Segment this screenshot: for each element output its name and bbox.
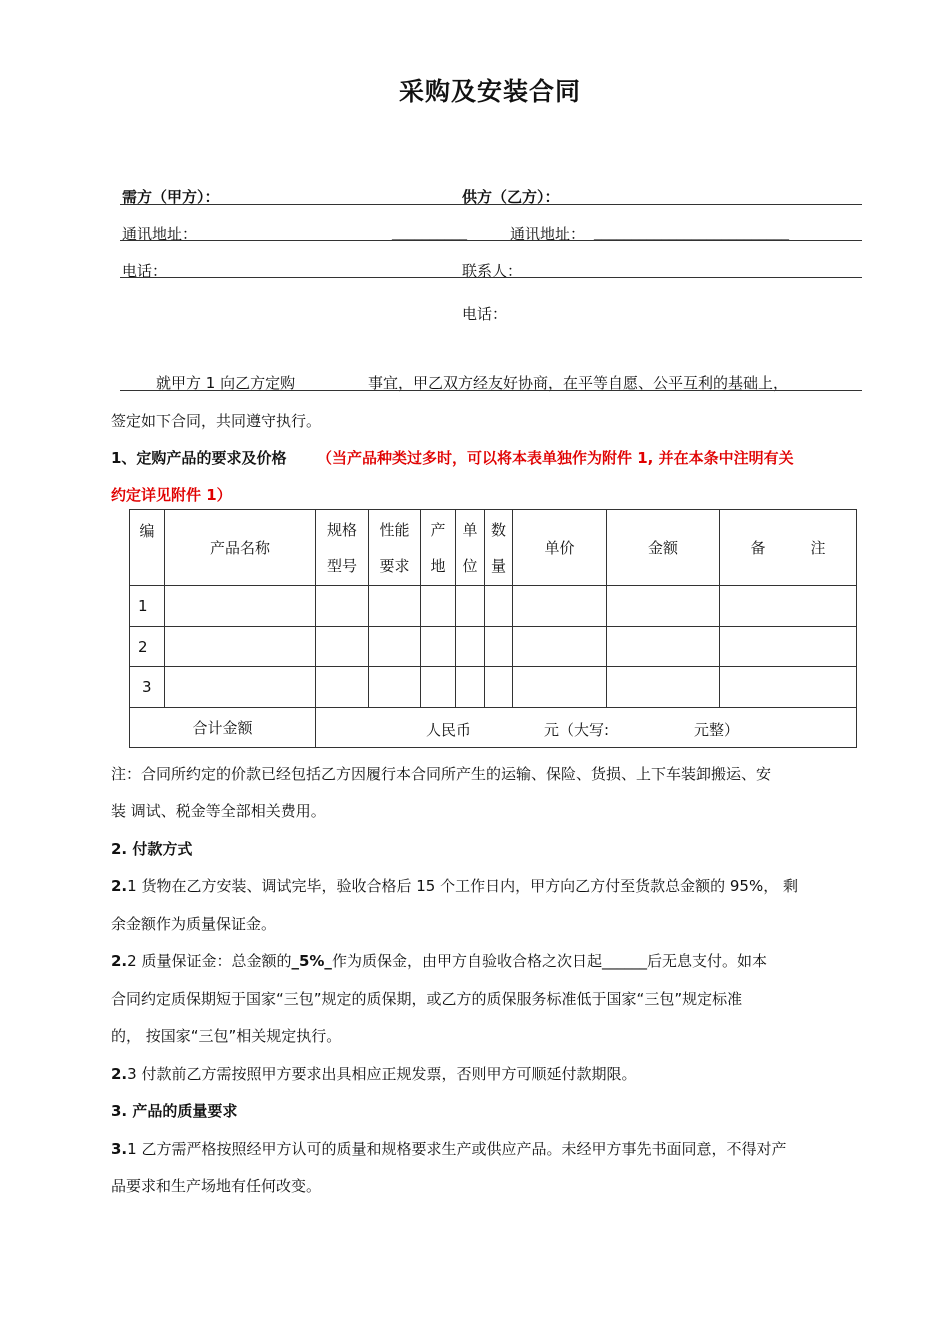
header-origin: 产 地	[421, 510, 456, 586]
buyer-label: 需方（甲方）：	[122, 188, 220, 206]
header-performance: 性能 要求	[369, 510, 421, 586]
seller-phone-label: 电话：	[462, 305, 508, 323]
section3-p1-line1: 3.1 乙方需严格按照经甲方认可的质量和规格要求生产或供应产品。未经甲方事先书面同意，不得对产	[111, 1140, 787, 1158]
page-title: 采购及安装合同	[398, 77, 581, 106]
total-yuan: 元（大写:	[544, 721, 610, 739]
total-rmb: 人民币	[426, 721, 472, 739]
header-no: 编	[130, 510, 165, 586]
header-unit-price: 单价	[513, 510, 607, 586]
intro-part1: 就甲方 1 向乙方定购	[156, 374, 296, 392]
seller-contact-label: 联系人：	[462, 262, 523, 280]
buyer-address-blank: __________	[392, 223, 467, 241]
buyer-address-label: 通讯地址：	[122, 225, 198, 243]
section3-p1-line2: 品要求和生产场地有任何改变。	[111, 1177, 322, 1195]
product-table	[129, 509, 857, 748]
section3-heading: 3. 产品的质量要求	[111, 1102, 238, 1120]
seller-address-blank: __________________________	[594, 223, 789, 241]
section2-p3-line1: 2.3 付款前乙方需按照甲方要求出具相应正规发票，否则甲方可顺延付款期限。	[111, 1065, 637, 1083]
header-spec: 规格 型号	[316, 510, 369, 586]
table-header-row	[130, 510, 857, 586]
section2-p1-line2: 余金额作为质量保证金。	[111, 915, 277, 933]
row-no: 3	[130, 667, 165, 708]
intro-underline	[120, 390, 862, 391]
header-quantity: 数 量	[485, 510, 513, 586]
section2-p2-line2: 合同约定质保期短于国家“三包”规定的质保期，或乙方的质保服务标准低于国家“三包”规定标准	[111, 990, 743, 1008]
row-no: 2	[130, 627, 165, 667]
section1-heading: 1、定购产品的要求及价格	[111, 449, 287, 467]
table-row	[130, 627, 857, 667]
total-value-cell	[316, 708, 857, 748]
seller-address-label: 通讯地址：	[510, 225, 586, 243]
table-row	[130, 586, 857, 627]
header-amount: 金额	[607, 510, 720, 586]
section1-note-line2: 约定详见附件 1）	[111, 486, 232, 504]
section2-p2-line1: 2.2 质量保证金：总金额的_5%_作为质保金，由甲方自验收合格之次日起______后无息支付。如本	[111, 952, 767, 970]
header-remark: 备 注	[720, 510, 857, 586]
buyer-seller-underline	[120, 204, 862, 205]
intro-line2: 签定如下合同，共同遵守执行。	[111, 412, 322, 430]
header-name: 产品名称	[165, 510, 316, 586]
note-line2: 装 调试、税金等全部相关费用。	[111, 802, 326, 820]
buyer-phone-label: 电话：	[122, 262, 168, 280]
seller-label: 供方（乙方）：	[462, 188, 560, 206]
note-line1: 注：合同所约定的价款已经包括乙方因履行本合同所产生的运输、保险、货损、上下车装卸搬运、安	[111, 765, 772, 783]
section2-p2-line3: 的， 按国家“三包”相关规定执行。	[111, 1027, 342, 1045]
phone-underline	[120, 277, 862, 278]
section2-heading: 2. 付款方式	[111, 840, 193, 858]
section2-p1-line1: 2.1 货物在乙方安装、调试完毕，验收合格后 15 个工作日内，甲方向乙方付至货款总金额的 95%， 剩	[111, 877, 798, 895]
table-total-row	[130, 708, 857, 748]
address-underline	[120, 240, 862, 241]
total-end: 元整）	[694, 721, 740, 739]
row-no: 1	[130, 586, 165, 627]
table-row	[130, 667, 857, 708]
intro-part2: 事宜，甲乙双方经友好协商，在平等自愿、公平互利的基础上，	[368, 374, 789, 392]
section1-note-line1: （当产品种类过多时，可以将本表单独作为附件 1, 并在本条中注明有关	[317, 449, 794, 467]
total-label: 合计金额	[130, 708, 316, 748]
header-unit: 单 位	[456, 510, 485, 586]
